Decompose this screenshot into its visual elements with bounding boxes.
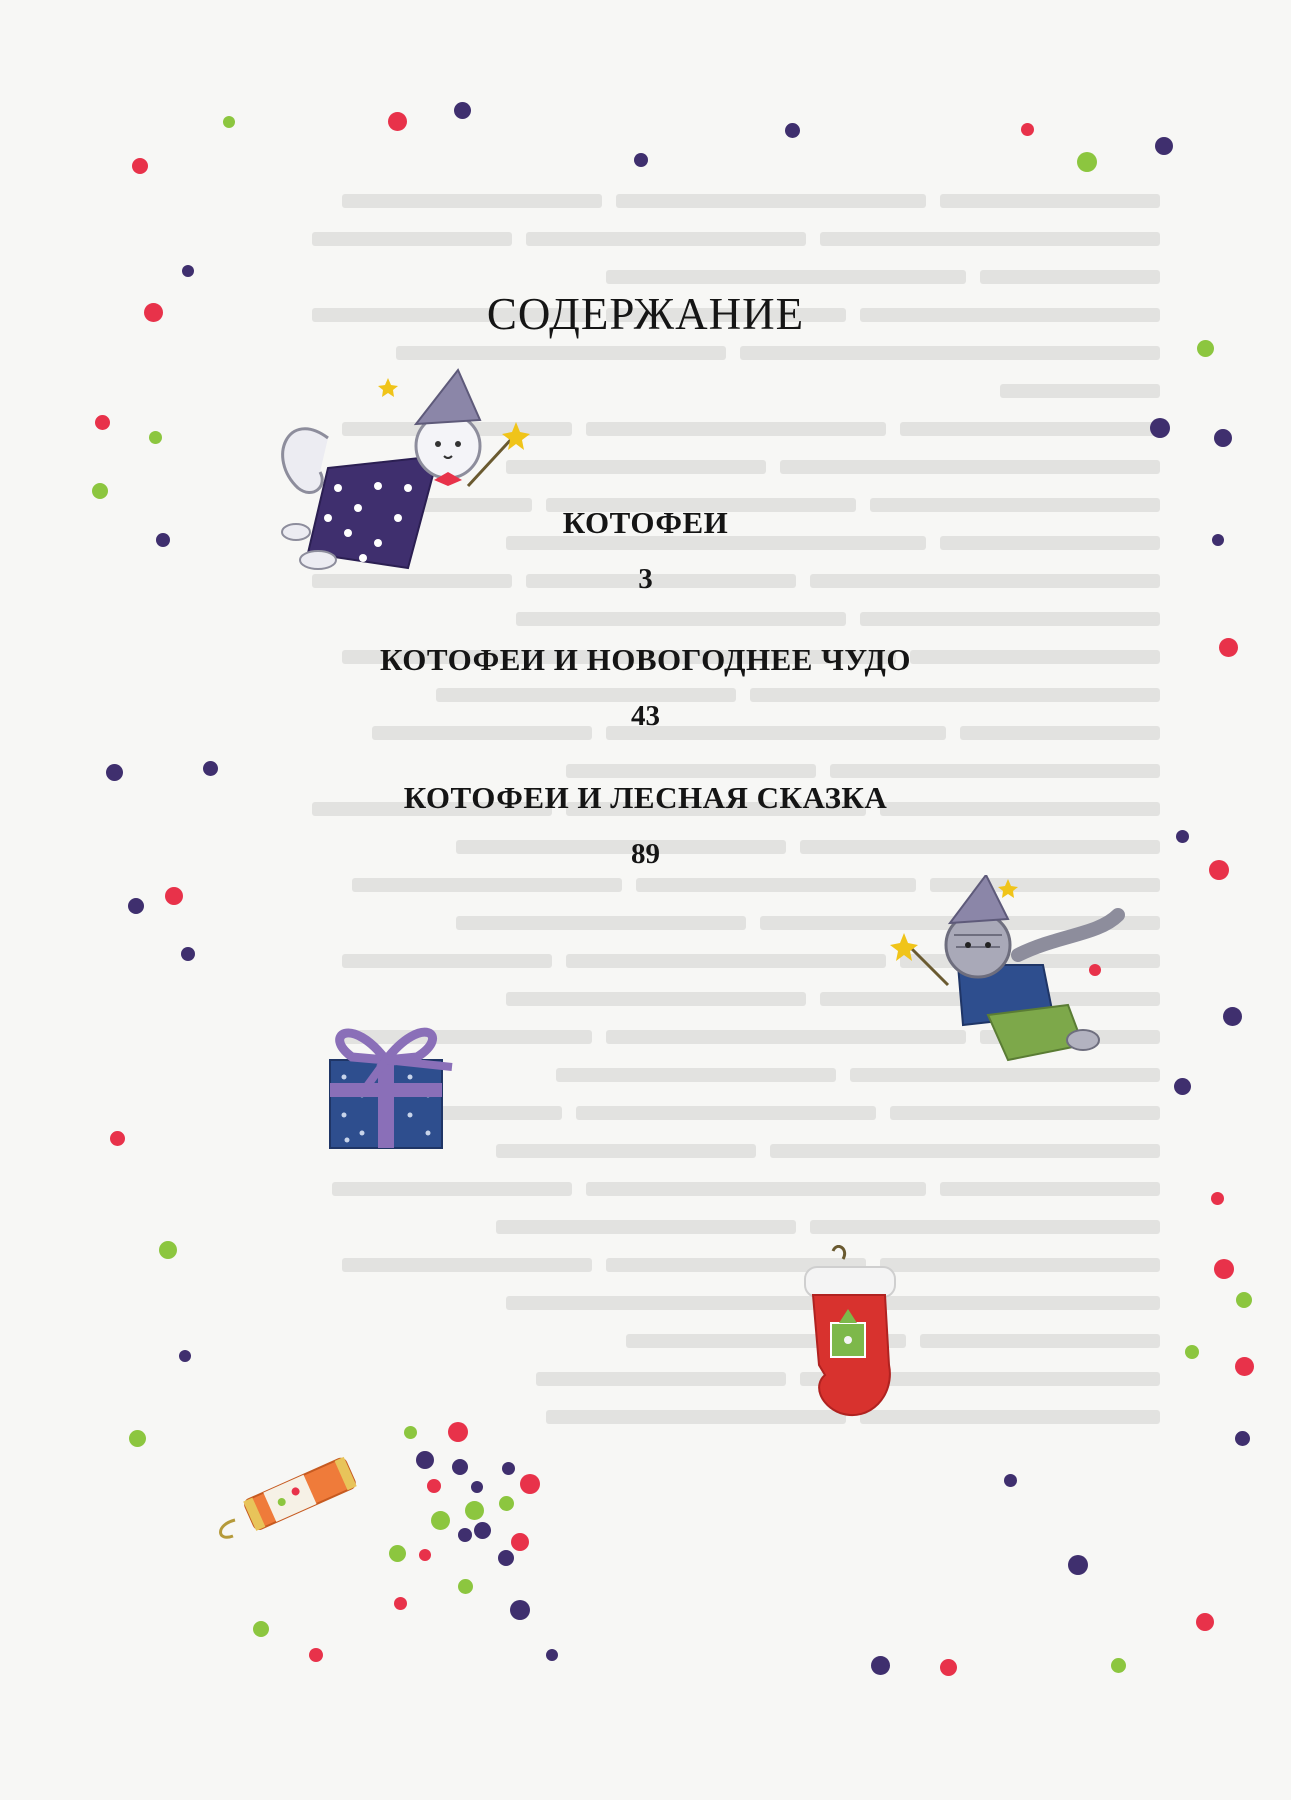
confetti-dot (634, 153, 648, 167)
confetti-dot (546, 1649, 558, 1661)
confetti-dot (465, 1501, 484, 1520)
confetti-dot (452, 1459, 468, 1475)
confetti-dot (511, 1533, 529, 1551)
confetti-dot (427, 1479, 441, 1493)
confetti-dot (389, 1545, 406, 1562)
toc-entry-title: КОТОФЕИ (562, 505, 729, 540)
confetti-dot (388, 112, 407, 131)
confetti-dot (128, 898, 144, 914)
confetti-dot (1235, 1431, 1250, 1446)
confetti-dot (1214, 1259, 1234, 1279)
toc-entry-page: 3 (638, 563, 653, 595)
confetti-dot (179, 1350, 191, 1362)
confetti-dot (106, 764, 123, 781)
firecracker-icon (205, 1450, 385, 1540)
confetti-dot (1223, 1007, 1242, 1026)
confetti-dot (419, 1549, 431, 1561)
flying-white-cat-wizard-icon (258, 368, 548, 588)
confetti-dot (1174, 1078, 1191, 1095)
confetti-dot (149, 431, 162, 444)
confetti-dot (253, 1621, 269, 1637)
confetti-dot (871, 1656, 890, 1675)
confetti-dot (181, 947, 195, 961)
flying-grey-cat-wizard-icon (868, 875, 1138, 1085)
confetti-dot (785, 123, 800, 138)
confetti-dot (95, 415, 110, 430)
confetti-dot (1185, 1345, 1199, 1359)
toc-entry-page: 43 (631, 700, 660, 732)
page-title: СОДЕРЖАНИЕ (486, 289, 805, 339)
confetti-dot (1155, 137, 1173, 155)
confetti-dot (498, 1550, 514, 1566)
confetti-dot (1077, 152, 1097, 172)
confetti-dot (1211, 1192, 1224, 1205)
confetti-dot (1150, 418, 1170, 438)
confetti-dot (1236, 1292, 1252, 1308)
confetti-dot (471, 1481, 483, 1493)
confetti-dot (448, 1422, 468, 1442)
toc-entry (0, 780, 1291, 871)
confetti-dot (132, 158, 148, 174)
confetti-dot (502, 1462, 515, 1475)
confetti-dot (394, 1597, 407, 1610)
confetti-dot (129, 1430, 146, 1447)
confetti-dot (474, 1522, 491, 1539)
toc-entry (0, 642, 1291, 733)
confetti-dot (1004, 1474, 1017, 1487)
confetti-dot (110, 1131, 125, 1146)
confetti-dot (182, 265, 194, 277)
confetti-dot (416, 1451, 434, 1469)
toc-entry-title: КОТОФЕИ И ЛЕСНАЯ СКАЗКА (403, 780, 888, 815)
confetti-dot (159, 1241, 177, 1259)
gift-box-icon (292, 1005, 467, 1155)
confetti-dot (404, 1426, 417, 1439)
confetti-dot (1197, 340, 1214, 357)
confetti-dot (1111, 1658, 1126, 1673)
confetti-dot (1021, 123, 1034, 136)
toc-entry-page: 89 (631, 838, 660, 870)
toc-entry-title: КОТОФЕИ И НОВОГОДНЕЕ ЧУДО (380, 642, 911, 677)
confetti-dot (92, 483, 108, 499)
confetti-dot (454, 102, 471, 119)
toc-entry (0, 505, 1291, 596)
christmas-stocking-icon (785, 1245, 935, 1435)
confetti-dot (203, 761, 218, 776)
confetti-dot (1235, 1357, 1254, 1376)
confetti-dot (499, 1496, 514, 1511)
confetti-dot (165, 887, 183, 905)
confetti-dot (458, 1528, 472, 1542)
confetti-dot (458, 1579, 473, 1594)
confetti-dot (223, 116, 235, 128)
confetti-dot (1068, 1555, 1088, 1575)
confetti-dot (1196, 1613, 1214, 1631)
confetti-dot (940, 1659, 957, 1676)
confetti-dot (309, 1648, 323, 1662)
confetti-dot (431, 1511, 450, 1530)
confetti-dot (510, 1600, 530, 1620)
confetti-dot (520, 1474, 540, 1494)
confetti-dot (1214, 429, 1232, 447)
